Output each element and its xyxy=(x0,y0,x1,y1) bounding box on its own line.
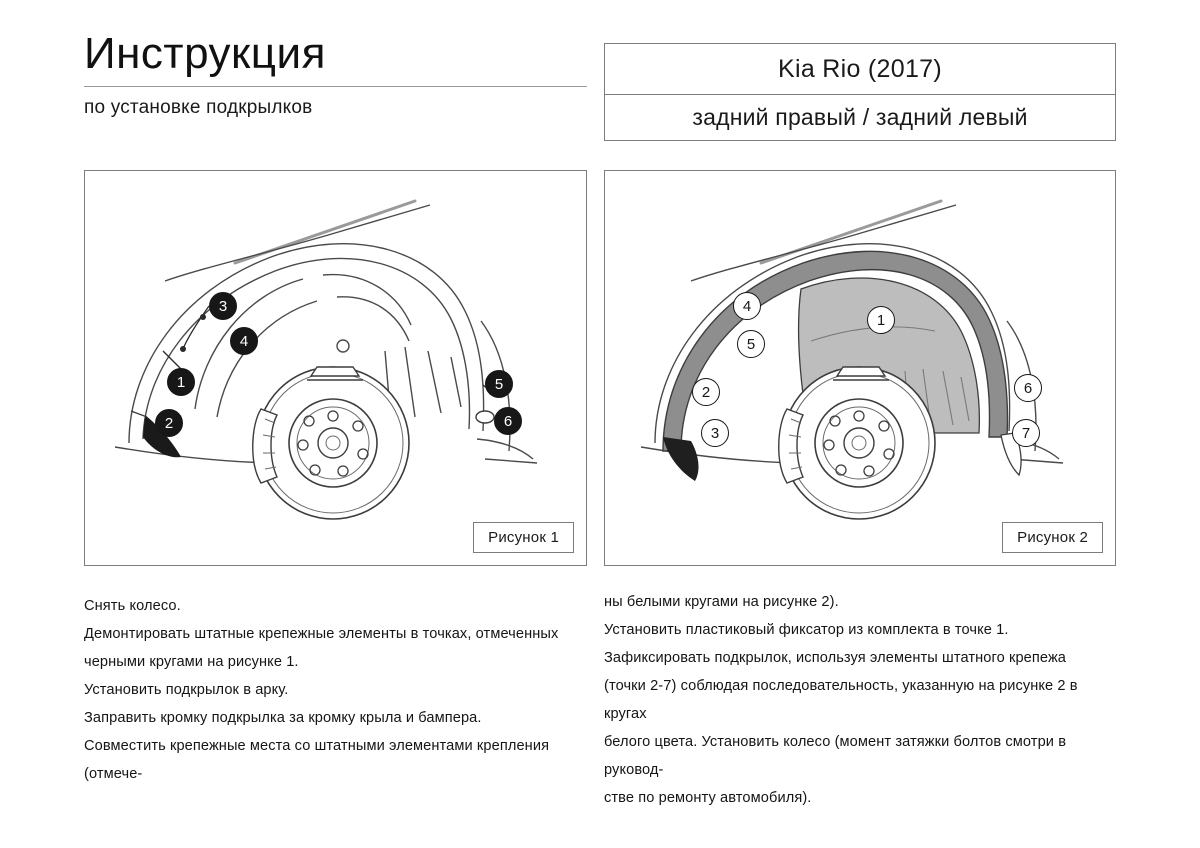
figure-1-caption: Рисунок 1 xyxy=(473,522,574,553)
callout-marker[interactable]: 1 xyxy=(167,368,195,396)
callout-marker[interactable]: 5 xyxy=(737,330,765,358)
model-info-box xyxy=(604,43,1116,141)
instruction-line: Заправить кромку подкрылка за кромку крыла и бампера. xyxy=(84,710,482,726)
instruction-line: белого цвета. Установить колесо (момент затяжки болтов смотри в руковод- xyxy=(604,734,1067,778)
wheel-arch-diagram-2 xyxy=(605,171,1116,566)
figure-2-caption: Рисунок 2 xyxy=(1002,522,1103,553)
callout-marker[interactable]: 7 xyxy=(1012,419,1040,447)
instruction-line: ны белыми кругами на рисунке 2). xyxy=(604,594,839,610)
page-subtitle: по установке подкрылков xyxy=(84,97,313,119)
title-block xyxy=(84,30,584,119)
callout-marker[interactable]: 4 xyxy=(230,327,258,355)
instruction-line: Демонтировать штатные крепежные элементы в точках, отмеченных xyxy=(84,626,559,642)
callout-marker[interactable]: 2 xyxy=(155,409,183,437)
instructions-left-column xyxy=(84,592,589,788)
instruction-line: Совместить крепежные места со штатными элементами крепления (отмече- xyxy=(84,738,550,782)
instruction-line: Зафиксировать подкрылок, используя элементы штатного крепежа xyxy=(604,650,1067,666)
callout-marker[interactable]: 1 xyxy=(867,306,895,334)
instruction-line: (точки 2-7) соблюдая последовательность, указанную на рисунке 2 в кругах xyxy=(604,678,1078,722)
vehicle-variant: задний правый / задний левый xyxy=(692,104,1028,130)
callout-marker[interactable]: 2 xyxy=(692,378,720,406)
figure-1 xyxy=(84,170,587,566)
callout-marker[interactable]: 5 xyxy=(485,370,513,398)
callout-marker[interactable]: 6 xyxy=(1014,374,1042,402)
wheel-arch-diagram-1 xyxy=(85,171,587,566)
callout-marker[interactable]: 4 xyxy=(733,292,761,320)
page-title: Инструкция xyxy=(84,29,326,78)
instruction-line: Снять колесо. xyxy=(84,598,181,614)
instruction-line: черными кругами на рисунке 1. xyxy=(84,654,299,670)
instruction-line: Установить подкрылок в арку. xyxy=(84,682,289,698)
instruction-line: стве по ремонту автомобиля). xyxy=(604,790,812,806)
title-divider xyxy=(84,86,587,87)
callout-marker[interactable]: 3 xyxy=(209,292,237,320)
vehicle-model: Kia Rio (2017) xyxy=(605,44,1115,95)
figure-2 xyxy=(604,170,1116,566)
instruction-line: Установить пластиковый фиксатор из комплекта в точке 1. xyxy=(604,622,1009,638)
callout-marker[interactable]: 3 xyxy=(701,419,729,447)
instructions-right-column xyxy=(604,588,1124,812)
callout-marker[interactable]: 6 xyxy=(494,407,522,435)
